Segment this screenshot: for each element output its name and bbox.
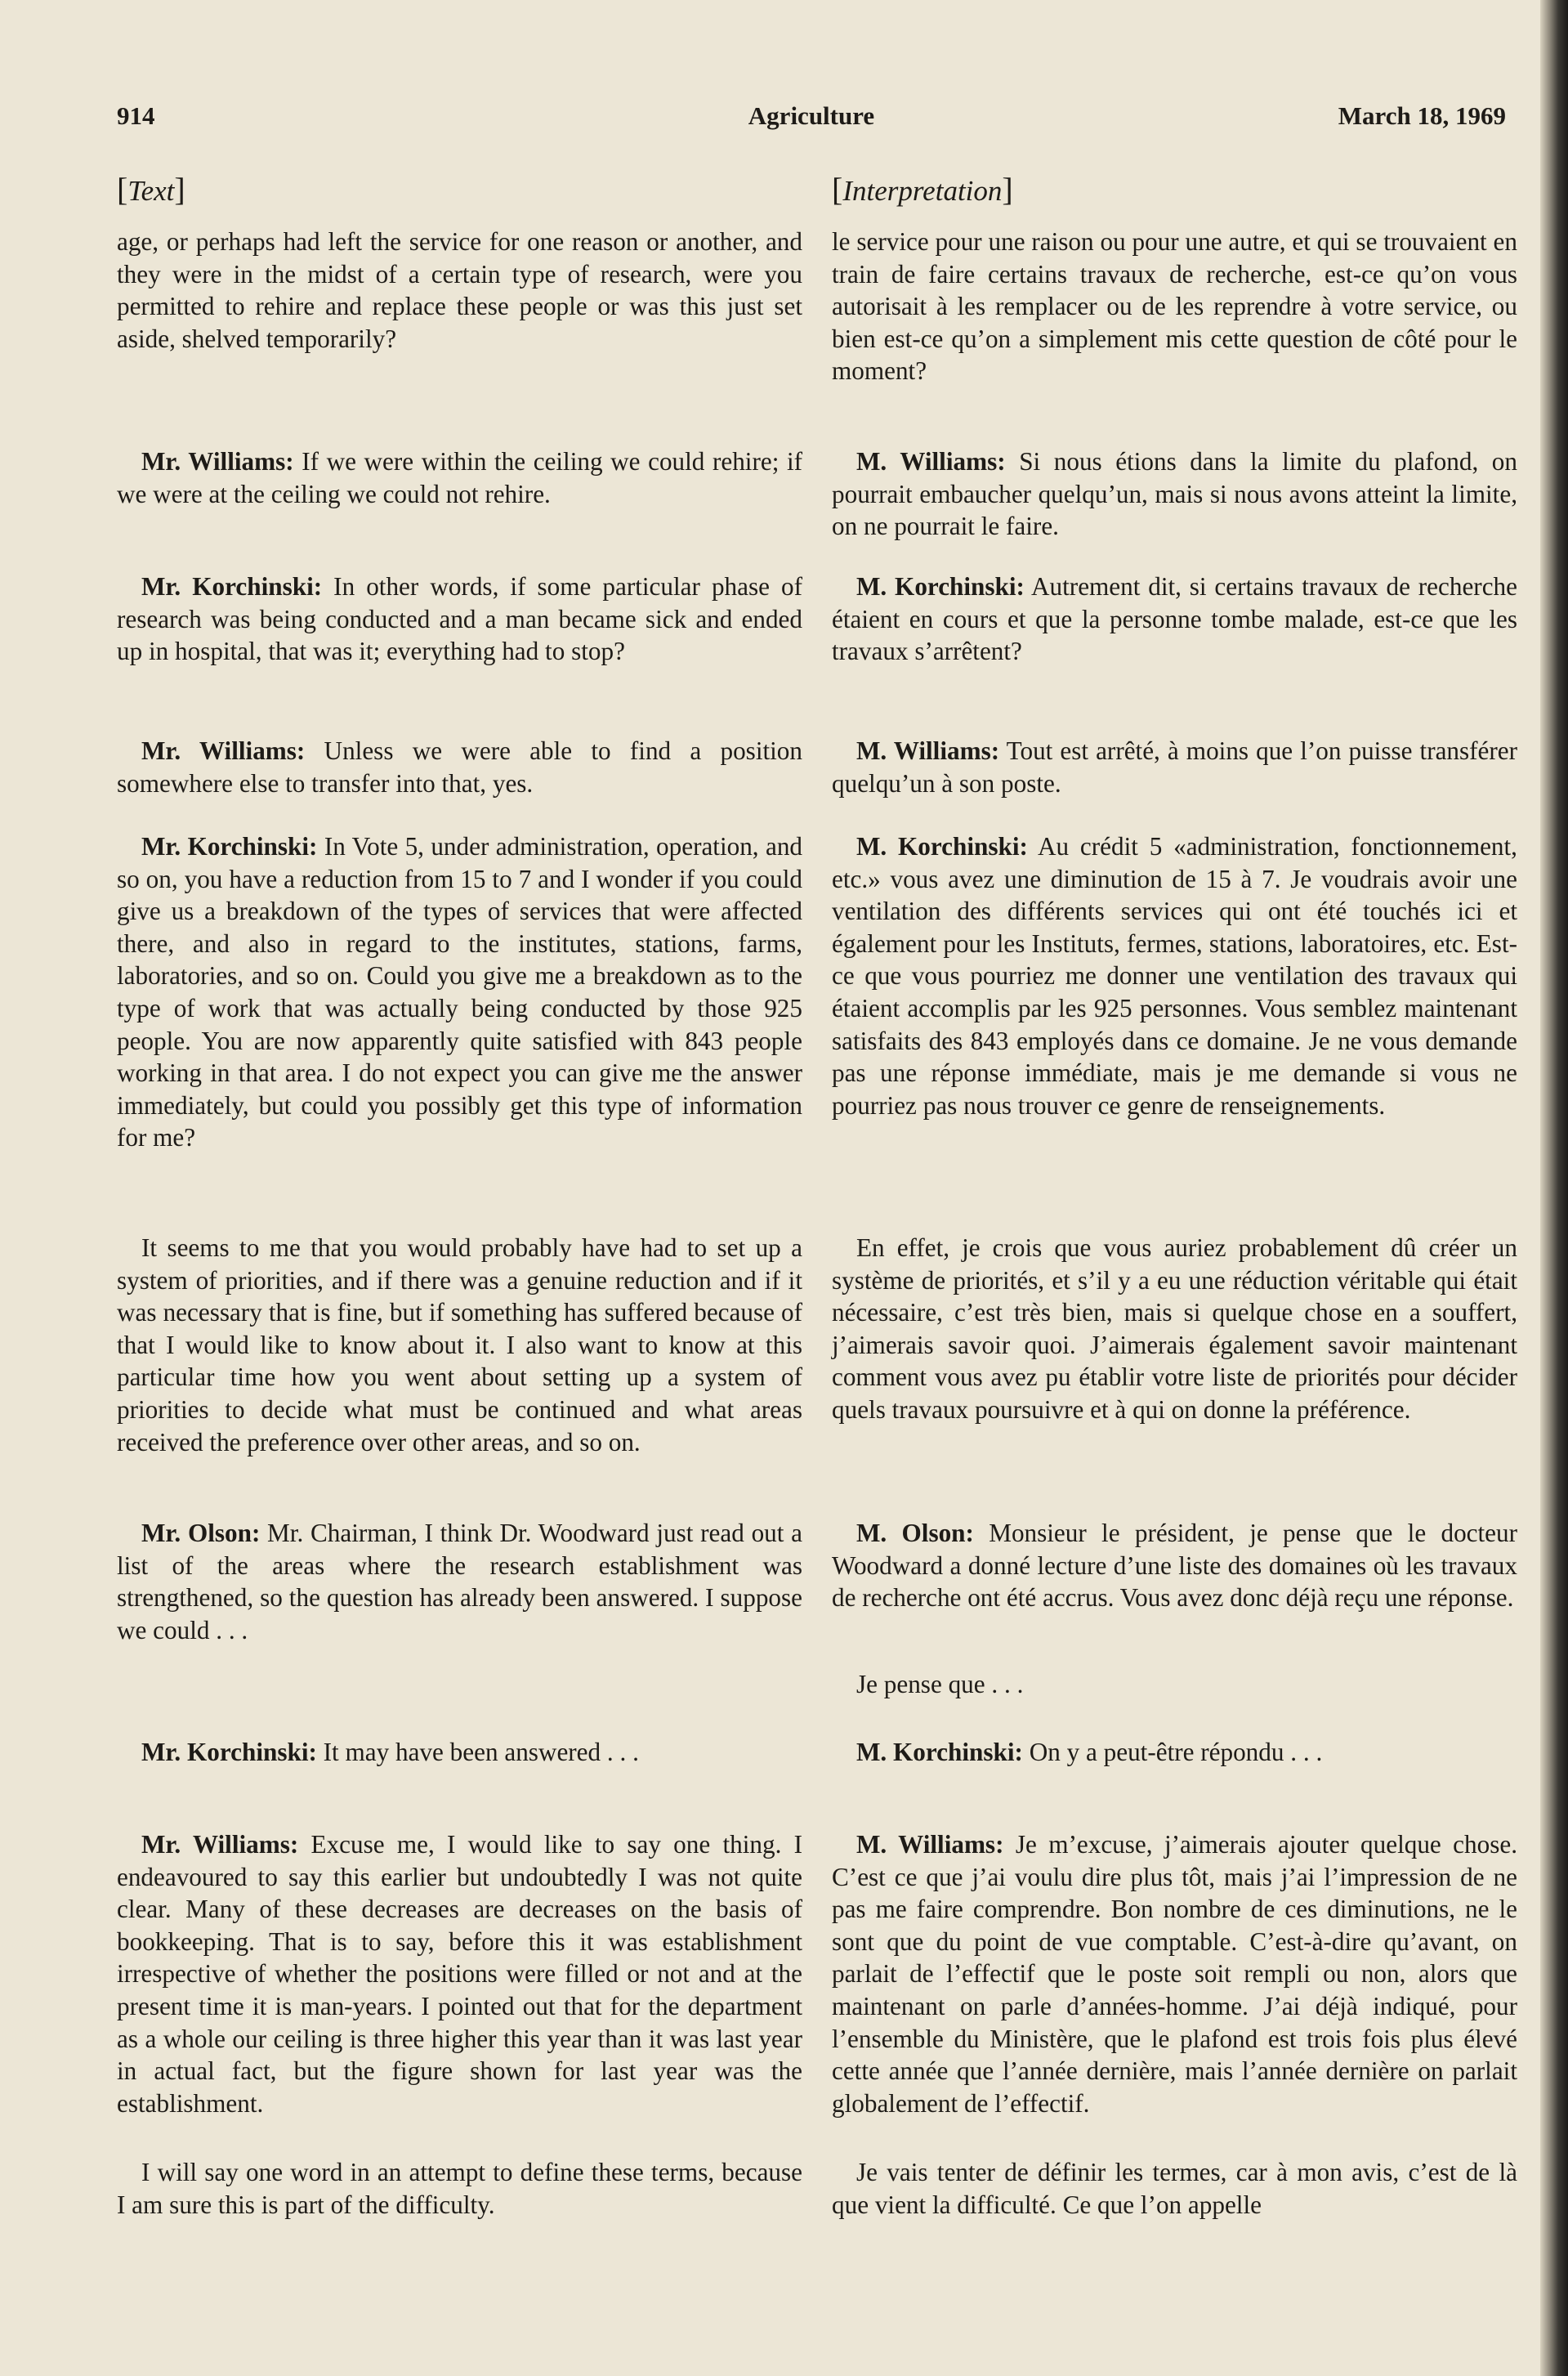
fr-paragraph-8: Je pense que . . . — [856, 1670, 1024, 1698]
english-column-label: [Text] — [117, 171, 185, 208]
header-date: March 18, 1969 — [1338, 101, 1506, 130]
page-binding-edge — [1540, 0, 1568, 2376]
en-paragraph-7: Mr. Olson: Mr. Chairman, I think Dr. Woodward just read out a list of the areas where the research establishment was strengthened, so the question has already been answered. I suppose we could . . . — [117, 1519, 802, 1644]
running-head — [117, 101, 1506, 142]
french-column-label: [Interpretation] — [832, 171, 1013, 208]
en-paragraph-6: It seems to me that you would probably have had to set up a system of priorities, and if there was a genuine reduction and if it was necessary that is fine, but if something has suffered because of that I would like to know about it. I also want to know at this particular time how you went about setting up a system of priorities to decide what must be continued and what areas received the preference over other areas, and so on. — [117, 1233, 802, 1456]
page-number: 914 — [117, 101, 155, 130]
fr-paragraph-7: M. Olson: Monsieur le président, je pense que le docteur Woodward a donné lecture d’une liste des domaines où les travaux de recherche ont été accrus. Vous avez donc déjà reçu une réponse. — [832, 1519, 1517, 1613]
en-paragraph-9: Mr. Williams: Excuse me, I would like to say one thing. I endeavoured to say this earlier but undoubtedly I was not quite clear. Many of these decreases are decreases on the basis of bookkeeping. That is to say, before this it was establishment irrespective of whether the positions were filled or not and at the present time it is man-years. I pointed out that for the department as a whole our ceiling is three higher this year than it was last year in actual fact, but the figure shown for last year was the establishment. — [117, 1830, 803, 2118]
en-paragraph-1: age, or perhaps had left the service for one reason or another, and they were in the midst of a certain type of research, were you permitted to rehire and replace these people or was this just set aside, shelved temporarily? — [117, 227, 802, 353]
fr-paragraph-5: M. Korchinski: Au crédit 5 «administration, fonctionnement, etc.» vous avez une diminution de 15 à 7. Je voudrais avoir une ventilation des différents services qui ont été touchés ici et également pour les Instituts, fermes, stations, laboratoires, etc. Est-ce que vous pourriez me donner une ventilation des travaux qui étaient accomplis par les 925 personnes. Vous semblez maintenant satisfaits des 843 employés dans ce domaine. Je ne vous demande pas une réponse immédiate, mais je me demande si vous ne pourriez pas nous trouver ce genre de renseignements. — [832, 832, 1517, 1120]
en-paragraph-5: Mr. Korchinski: In Vote 5, under administration, operation, and so on, you have a reduction from 15 to 7 and I wonder if you could give us a breakdown of the types of services that were affected there, and also in regard to the institutes, stations, farms, laboratories, and so on. Could you give me a breakdown as to the type of work that was actually being conducted by those 925 people. You are now apparently quite satisfied with 843 people working in that area. I do not expect you can give me the answer immediately, but could you possibly get this type of information for me? — [117, 832, 803, 1152]
french-column — [832, 171, 1517, 2219]
fr-paragraph-2: M. Williams: Si nous étions dans la limite du plafond, on pourrait embaucher quelqu’un, mais si nous avons atteint la limite, on ne pourrait le faire. — [832, 447, 1517, 541]
fr-paragraph-3: M. Korchinski: Autrement dit, si certains travaux de recherche étaient en cours et que la personne tombe malade, est-ce que les travaux s’arrêtent? — [832, 572, 1517, 666]
en-paragraph-4: Mr. Williams: Unless we were able to find a position somewhere else to transfer into that, yes. — [117, 736, 802, 798]
section-title: Agriculture — [748, 101, 875, 130]
english-column — [117, 171, 803, 2219]
fr-paragraph-1: le service pour une raison ou pour une autre, et qui se trouvaient en train de faire certains travaux de recherche, est-ce qu’on vous autorisait à les remplacer ou de les reprendre à votre service, ou bien est-ce qu’on a simplement mis cette question de côté pour le moment? — [832, 227, 1517, 386]
en-paragraph-3: Mr. Korchinski: In other words, if some particular phase of research was being conducted and a man became sick and ended up in hospital, that was it; everything had to stop? — [117, 572, 802, 666]
en-paragraph-2: Mr. Williams: If we were within the ceiling we could rehire; if we were at the ceiling we could not rehire. — [117, 447, 802, 508]
fr-paragraph-11: Je vais tenter de définir les termes, car à mon avis, c’est de là que vient la difficulté. Ce que l’on appelle — [832, 2158, 1517, 2219]
fr-paragraph-6: En effet, je crois que vous auriez probablement dû créer un système de priorités, et s’il y a eu une réduction véritable qui était nécessaire, c’est très bien, mais si quelque chose en a souffert, j’aimerais savoir quoi. J’aimerais également savoir maintenant comment vous avez pu établir votre liste de priorités pour décider quels travaux poursuivre et à qui on donne la préférence. — [832, 1233, 1517, 1424]
en-paragraph-8: Mr. Korchinski: It may have been answered . . . — [141, 1738, 639, 1766]
fr-paragraph-9: M. Korchinski: On y a peut-être répondu . . . — [856, 1738, 1323, 1766]
fr-paragraph-10: M. Williams: Je m’excuse, j’aimerais ajouter quelque chose. C’est ce que j’ai voulu dire plus tôt, mais j’ai l’impression de ne pas me faire comprendre. Bon nombre de ces diminutions, ne le sont que du point de vue comptable. C’est-à-dire qu’avant, on parlait de l’effectif que le poste soit rempli ou non, alors que maintenant on parle d’années-homme. J’ai déjà indiqué, pour l’ensemble du Ministère, que le plafond est trois fois plus élevé cette année que l’année dernière, mais l’année dernière on parlait globalement de l’effectif. — [832, 1830, 1517, 2118]
fr-paragraph-4: M. Williams: Tout est arrêté, à moins que l’on puisse transférer quelqu’un à son poste. — [832, 736, 1517, 798]
en-paragraph-10: I will say one word in an attempt to define these terms, because I am sure this is part of the difficulty. — [117, 2158, 802, 2219]
